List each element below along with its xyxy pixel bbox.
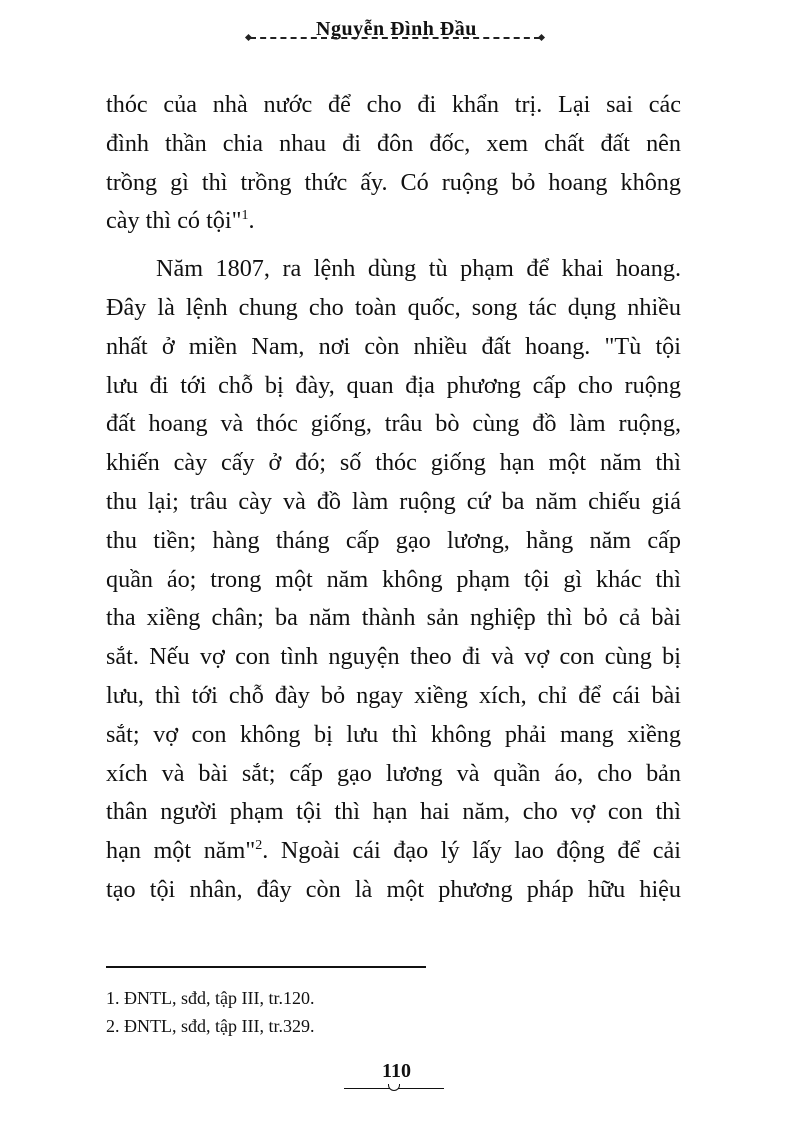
text-line: khiến cày cấy ở đó; số thóc giống hạn một năm thì	[106, 449, 681, 477]
text-line: Năm 1807, ra lệnh dùng tù phạm để khai hoang.	[156, 255, 681, 283]
text-line: sắt; vợ con không bị lưu thì không phải mang xiềng	[106, 720, 681, 748]
header-ornament-rule	[250, 37, 540, 39]
text-line: thân người phạm tội thì hạn hai năm, cho vợ con thì	[106, 798, 681, 826]
text-line	[106, 832, 681, 871]
text-line: nhất ở miền Nam, nơi còn nhiều đất hoang. "Tù tội	[106, 332, 681, 360]
text-fragment: cày thì có tội"	[106, 207, 242, 235]
text-line	[106, 202, 681, 241]
text-line: tha xiềng chân; ba năm thành sản nghiệp thì bỏ cả bài	[106, 604, 681, 632]
text-fragment: hạn một năm"	[106, 837, 256, 865]
page-number-ornament	[344, 1088, 444, 1089]
text-line: Đây là lệnh chung cho toàn quốc, song tác dụng nhiều	[106, 293, 681, 321]
text-line: trồng gì thì trồng thức ấy. Có ruộng bỏ hoang không	[106, 168, 681, 196]
text-line: thu tiền; hàng tháng cấp gạo lương, hằng năm cấp	[106, 526, 681, 554]
text-line: đất hoang và thóc giống, trâu bò cùng đồ làm ruộng,	[106, 410, 681, 438]
text-line: lưu, thì tới chỗ đày bỏ ngay xiềng xích, chỉ để cái bài	[106, 681, 681, 709]
footnote-separator	[106, 966, 426, 968]
footnote-1: 1. ĐNTL, sđd, tập III, tr.120.	[106, 988, 315, 1008]
text-fragment: . Ngoài cái đạo lý lấy lao động để cải	[262, 837, 681, 865]
main-text	[106, 86, 681, 910]
text-fragment: .	[248, 207, 255, 235]
text-line: xích và bài sắt; cấp gạo lương và quần áo, cho bản	[106, 759, 681, 787]
text-line: sắt. Nếu vợ con tình nguyện theo đi và vợ con cùng bị	[106, 643, 681, 671]
footnote-ref-2: 2	[255, 838, 263, 854]
text-line: thu lại; trâu cày và đồ làm ruộng cứ ba năm chiếu giá	[106, 487, 681, 515]
header-author-name: Nguyễn Đình Đầu	[316, 18, 477, 40]
text-line: thóc của nhà nước để cho đi khẩn trị. Lại sai các	[106, 91, 681, 118]
footnote-ref-1: 1	[241, 208, 249, 224]
text-line: đình thần chia nhau đi đôn đốc, xem chất đất nên	[106, 129, 681, 157]
text-line: tạo tội nhân, đây còn là một phương pháp hữu hiệu	[106, 875, 681, 903]
text-line: quần áo; trong một năm không phạm tội gì khác thì	[106, 565, 681, 593]
footnote-2: 2. ĐNTL, sđd, tập III, tr.329.	[106, 1016, 315, 1036]
footnotes	[106, 984, 681, 1040]
text-line: lưu đi tới chỗ bị đày, quan địa phương cấp cho ruộng	[106, 371, 681, 399]
page-number: 110	[382, 1060, 411, 1082]
